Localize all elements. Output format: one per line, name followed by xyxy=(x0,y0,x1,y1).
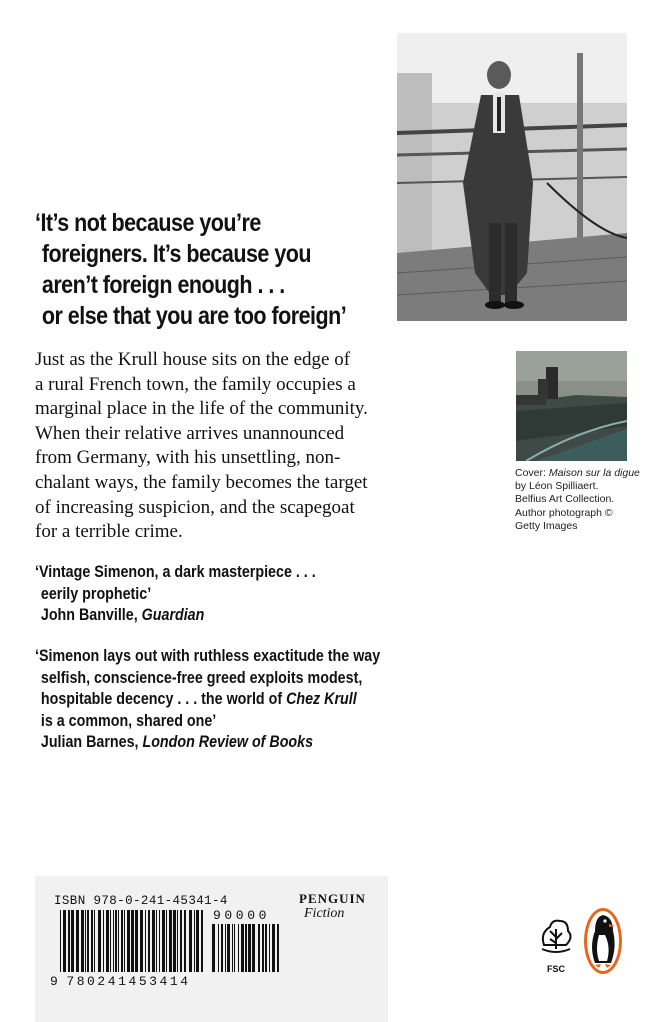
barcode-bar xyxy=(218,924,219,972)
barcode-bar xyxy=(180,910,182,972)
barcode-bar xyxy=(277,924,279,972)
barcode-bar xyxy=(238,924,239,972)
blurb-line: a rural French town, the family occupies a xyxy=(35,373,356,395)
barcode-bar xyxy=(258,924,260,972)
barcode-bar xyxy=(272,924,275,972)
barcode-bar xyxy=(98,910,101,972)
blurb-line: chalant ways, the family becomes the target xyxy=(35,471,368,493)
barcode-bar xyxy=(248,924,251,972)
barcode-bar xyxy=(177,910,178,972)
barcode-bar xyxy=(76,910,79,972)
barcode-bar xyxy=(262,924,264,972)
barcode-bar xyxy=(81,910,84,972)
caption-line: Belfius Art Collection. xyxy=(515,493,615,506)
reviewer-name: Julian Barnes, xyxy=(40,732,143,751)
barcode-bar xyxy=(159,910,160,972)
blurb-line: When their relative arrives unannounced xyxy=(35,422,345,444)
pull-quote-line: ‘It’s not because you’re xyxy=(35,209,261,237)
barcode-bar xyxy=(106,910,109,972)
caption-line: by Léon Spilliaert. xyxy=(515,480,599,493)
barcode-bar xyxy=(124,910,125,972)
fsc-tree-icon xyxy=(536,915,576,959)
barcode-bar xyxy=(234,924,235,972)
barcode-bar xyxy=(145,910,146,972)
pull-quote-line: or else that you are too foreign’ xyxy=(41,302,347,330)
barcode-bar xyxy=(196,910,199,972)
barcode-bar xyxy=(241,924,244,972)
pull-quote-line: foreigners. It’s because you xyxy=(41,240,312,268)
penguin-icon xyxy=(583,907,623,975)
blurb-line: Just as the Krull house sits on the edge of xyxy=(35,349,351,370)
barcode-bar xyxy=(85,910,86,972)
barcode-bar xyxy=(71,910,74,972)
blurb-line: for a terrible crime. xyxy=(35,521,183,543)
barcode-bar xyxy=(110,910,111,972)
review-source: London Review of Books xyxy=(142,732,314,751)
barcode-bar xyxy=(127,910,130,972)
blurb-line: from Germany, with his unsettling, non- xyxy=(35,447,341,469)
review-line: selfish, conscience-free greed exploits modest, xyxy=(40,667,363,687)
barcode-bar xyxy=(135,910,138,972)
penguin-logo xyxy=(583,907,623,975)
barcode-bar xyxy=(245,924,247,972)
cover-caption xyxy=(515,467,640,533)
barcode-bar xyxy=(221,924,223,972)
blurb-line: marginal place in the life of the community. xyxy=(35,398,368,420)
barcode-bar xyxy=(232,924,233,972)
caption-line: Author photograph © xyxy=(515,506,613,519)
barcode-bar xyxy=(189,910,192,972)
review-source: Guardian xyxy=(141,605,205,624)
barcode-bar xyxy=(162,910,165,972)
barcode-bar xyxy=(212,924,215,972)
book-title: Chez Krull xyxy=(286,689,357,708)
blurb-line: of increasing suspicion, and the scapegoat xyxy=(35,496,355,518)
barcode-bar xyxy=(166,910,167,972)
isbn-label: ISBN 978-0-241-45341-4 xyxy=(54,894,228,908)
barcode-bar xyxy=(184,910,186,972)
barcode-bar xyxy=(269,924,270,972)
barcode-bar xyxy=(115,910,117,972)
fsc-label: FSC xyxy=(547,964,565,974)
barcode-bar xyxy=(173,910,176,972)
reviewer-name: John Banville, xyxy=(40,605,142,624)
barcode-bar xyxy=(103,910,104,972)
pull-quote-line: aren’t foreign enough . . . xyxy=(41,271,285,299)
barcode-bar xyxy=(60,910,61,972)
barcode-bar xyxy=(227,924,230,972)
author-photograph xyxy=(397,33,627,321)
cover-painting xyxy=(516,351,627,461)
imprint-label: Fiction xyxy=(304,906,345,921)
pull-quote xyxy=(35,208,346,332)
barcode-bar xyxy=(201,910,203,972)
barcode-bar xyxy=(194,910,195,972)
caption-line: Getty Images xyxy=(515,519,578,532)
review-line: ‘Vintage Simenon, a dark masterpiece . . . xyxy=(35,562,316,581)
review-line: ‘Simenon lays out with ruthless exactitude the way xyxy=(35,646,381,665)
caption-painting-title: Maison sur la digue xyxy=(548,467,640,479)
publisher-name: PENGUIN xyxy=(299,891,366,906)
barcode-bar xyxy=(140,910,143,972)
barcode-bar xyxy=(152,910,155,972)
price-code: 90000 xyxy=(213,908,271,923)
barcode-bar xyxy=(91,910,93,972)
barcode-bar xyxy=(265,924,267,972)
fsc-logo xyxy=(536,915,576,974)
barcode-bar xyxy=(252,924,255,972)
ean-first-digit: 9 xyxy=(50,974,61,989)
barcode-bar xyxy=(63,910,66,972)
barcode-bar xyxy=(156,910,157,972)
barcode-bar xyxy=(225,924,226,972)
barcode-bar xyxy=(148,910,150,972)
barcode-bar xyxy=(87,910,89,972)
ean-digits xyxy=(50,974,191,989)
barcode-bar xyxy=(121,910,123,972)
barcode-bar xyxy=(131,910,134,972)
caption-prefix: Cover: xyxy=(515,467,549,479)
barcode-bar xyxy=(68,910,70,972)
review-line: is a common, shared one’ xyxy=(40,710,217,730)
barcode-bar xyxy=(94,910,95,972)
price-barcode xyxy=(212,924,280,972)
barcode-bar xyxy=(169,910,172,972)
ean-rest-digits: 780241453414 xyxy=(66,974,191,989)
review-barnes xyxy=(35,645,380,753)
barcode-bar xyxy=(113,910,114,972)
ean-barcode xyxy=(60,910,205,972)
blurb xyxy=(35,348,380,545)
review-banville xyxy=(35,561,316,626)
barcode-bar xyxy=(118,910,119,972)
review-line: hospitable decency . . . the world of xyxy=(40,689,287,708)
review-line: eerily prophetic’ xyxy=(40,583,152,603)
